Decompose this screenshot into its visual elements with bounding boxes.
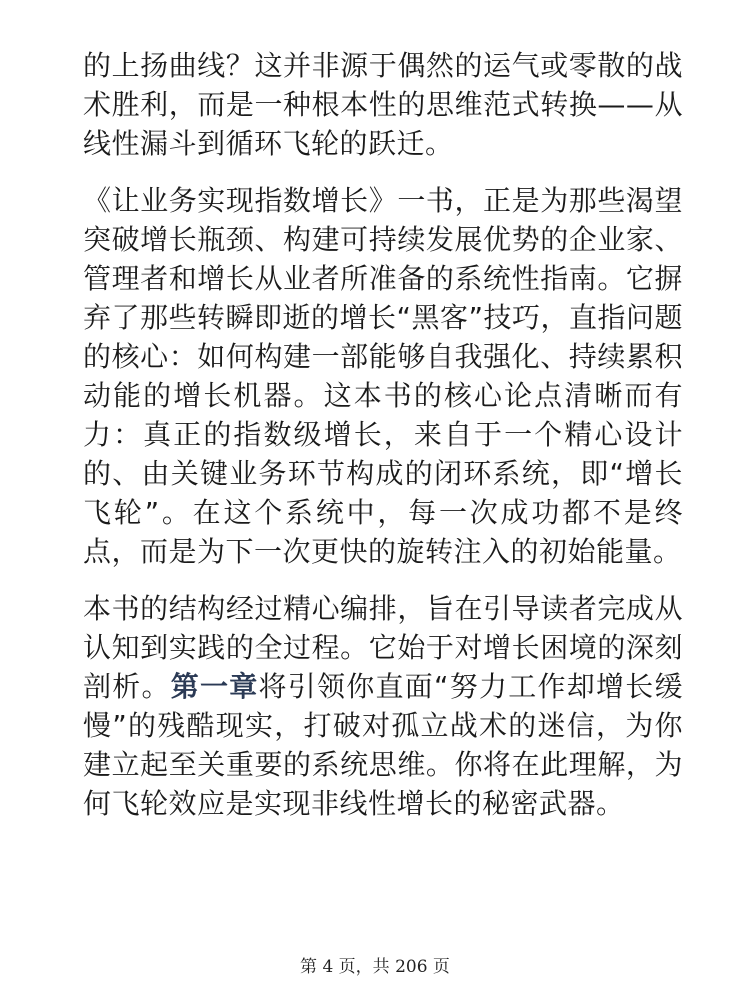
paragraph-1	[83, 46, 683, 163]
chapter-one-highlight: 第一章	[170, 670, 259, 703]
paragraph-3-text-b: 将引领你直面“努力工作却增长缓慢”的残酷现实，打破对孤立战术的迷信，为你建立起至关重要的系统思维。你将在此理解，为何飞轮效应是实现非线性增长的秘密武器。	[83, 670, 683, 820]
paragraph-2	[83, 181, 683, 571]
paragraph-3-text-a: 本书的结构经过精心编排，旨在引导读者完成从认知到实践的全过程。它始于对增长困境的深刻剖析。	[83, 592, 683, 703]
paragraph-3	[83, 589, 683, 823]
page-number-footer: 第 4 页，共 206 页	[300, 957, 450, 977]
document-body	[83, 46, 683, 841]
paragraph-1-text: 的上扬曲线？这并非源于偶然的运气或零散的战术胜利，而是一种根本性的思维范式转换——从线性漏斗到循环飞轮的跃迁。	[83, 49, 683, 160]
paragraph-2-text: 《让业务实现指数增长》一书，正是为那些渴望突破增长瓶颈、构建可持续发展优势的企业家、管理者和增长从业者所准备的系统性指南。它摒弃了那些转瞬即逝的增长“黑客”技巧，直指问题的核心：如何构建一部能够自我强化、持续累积动能的增长机器。这本书的核心论点清晰而有力：真正的指数级增长，来自于一个精心设计的、由关键业务环节构成的闭环系统，即“增长飞轮”。在这个系统中，每一次成功都不是终点，而是为下一次更快的旋转注入的初始能量。	[83, 184, 684, 568]
